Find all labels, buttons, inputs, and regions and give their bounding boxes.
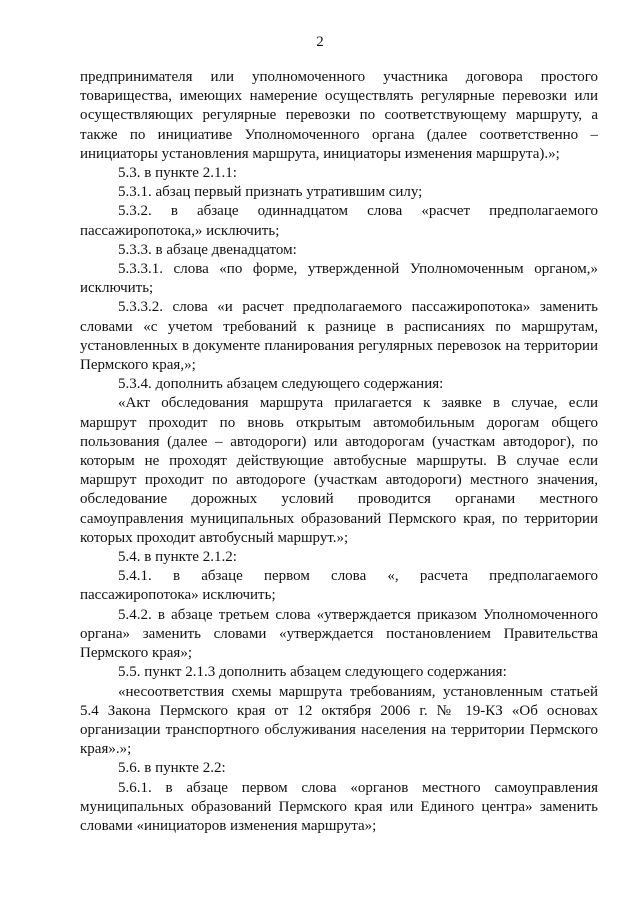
paragraph: 5.5. пункт 2.1.3 дополнить абзацем следующего содержания: <box>118 664 507 681</box>
paragraph: «несоответствия схемы маршрута требованиям, установленным статьей 5.4 Закона Пермского края от 12 октября 2006 г. № 19-КЗ «Об основах организации транспортного обслуживания населения на территории Пермского края».»; <box>80 683 598 758</box>
paragraph: 5.4.2. в абзаце третьем слова «утверждается приказом Уполномоченного органа» заменить словами «утверждается постановлением Правительства Пермского края»; <box>80 606 598 662</box>
paragraph: 5.6. в пункте 2.2: <box>118 760 226 777</box>
paragraph: 5.4. в пункте 2.1.2: <box>118 549 237 566</box>
page-number: 2 <box>316 34 324 50</box>
paragraph: 5.3.3.2. слова «и расчет предполагаемого пассажиропотока» заменить словами «с учетом требований к разнице в расписаниях по маршрутам, установленных в документе планирования регулярных перевозок на территории Пермского края,»; <box>80 299 598 374</box>
document-body <box>80 68 598 836</box>
paragraph: 5.3.3.1. слова «по форме, утвержденной Уполномоченным органом,» исключить; <box>80 261 598 297</box>
paragraph: 5.3.2. в абзаце одиннадцатом слова «расчет предполагаемого пассажиропотока,» исключить; <box>80 203 598 239</box>
paragraph: 5.3.4. дополнить абзацем следующего содержания: <box>118 376 444 393</box>
paragraph: 5.3. в пункте 2.1.1: <box>118 165 237 182</box>
paragraph: 5.3.3. в абзаце двенадцатом: <box>118 241 297 258</box>
paragraph: 5.6.1. в абзаце первом слова «органов местного самоуправления муниципальных образований Пермского края или Единого центра» заменить словами «инициаторов изменения маршрута»; <box>80 779 598 834</box>
paragraph: предпринимателя или уполномоченного участника договора простого товарищества, имеющих намерение осуществлять регулярные перевозки или осуществляющих регулярные перевозки по соответствующему маршруту, а также по инициативе Уполномоченного органа (далее соответственно – инициаторы установления маршрута, инициаторы изменения маршрута).»; <box>80 69 598 162</box>
paragraph: «Акт обследования маршрута прилагается к заявке в случае, если маршрут проходит по вновь открытым автомобильным дорогам общего пользования (далее – автодороги) или автодорогам (участкам автодорог), по которым не проходят действующие автобусные маршруты. В случае если маршрут проходит по автодороге (участкам автодороги) местного значения, обследование дорожных условий проводится органами местного самоуправления муниципальных образований Пермского края, по территории которых проходит автобусный маршрут.»; <box>80 395 598 546</box>
paragraph: 5.3.1. абзац первый признать утратившим силу; <box>118 184 423 201</box>
paragraph: 5.4.1. в абзаце первом слова «, расчета предполагаемого пассажиропотока» исключить; <box>80 568 598 604</box>
